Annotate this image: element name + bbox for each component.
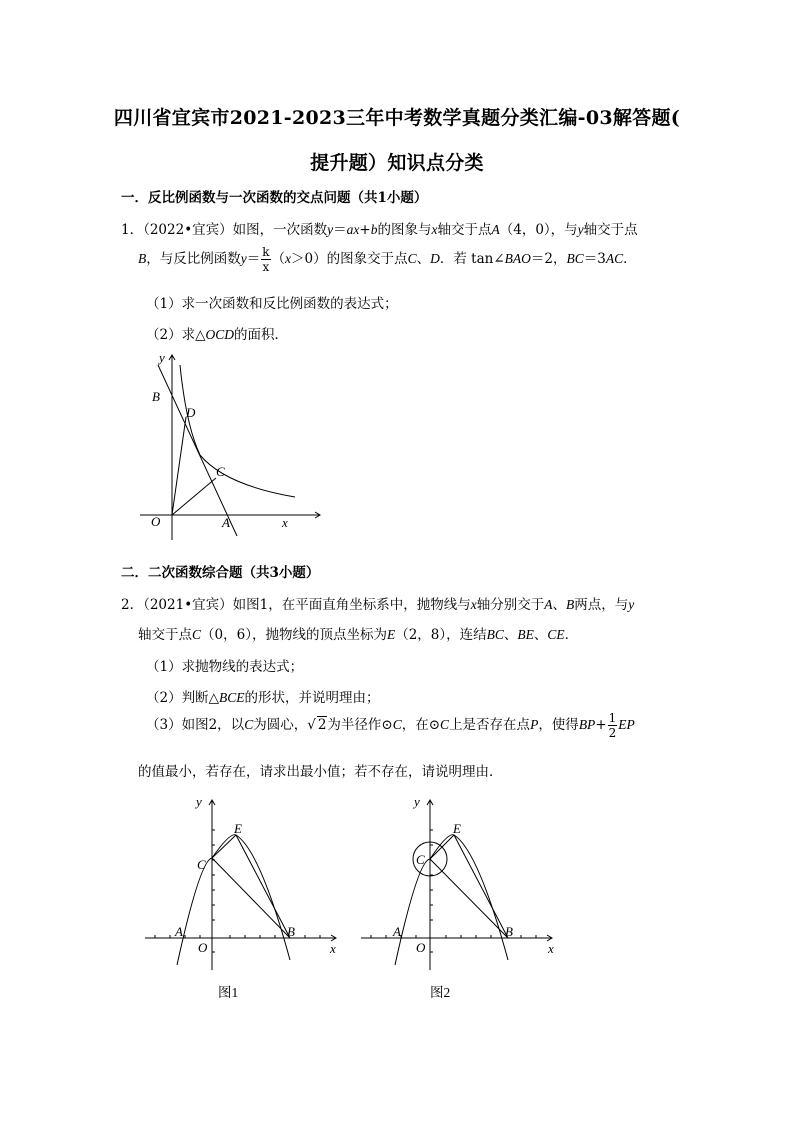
q2-part1: （1）求抛物线的表达式；: [146, 659, 304, 675]
q2-figure-2: [356, 790, 566, 1005]
q1-part1: （1）求一次函数和反比例函数的表达式；: [146, 296, 398, 312]
q1-line2: B，与反比例函数y＝ $\frac{k}{x}$ （x＞0）的图象交于点C、D．若 tan∠BAO＝2，BC＝3AC．: [138, 245, 637, 274]
segment-CE: [430, 835, 454, 859]
q1-figure: [130, 345, 330, 545]
figure-caption: 图1: [218, 985, 239, 1000]
section2-heading: 二．二次函数综合题（共3小题）: [121, 565, 320, 581]
q2-part3-continued: 的值最小，若存在，请求出最小值；若不存在，请说明理由．: [138, 764, 503, 780]
label-A: A: [222, 515, 230, 530]
q2-number: 2．: [121, 597, 144, 613]
segment-BC: [212, 858, 290, 938]
label-A: A: [393, 924, 401, 939]
segment-CE: [212, 835, 236, 858]
label-E: E: [453, 821, 461, 836]
label-D: D: [186, 405, 196, 420]
segment-BC: [430, 859, 508, 938]
segment-OD: [172, 417, 186, 515]
q2-part2: （2）判断△BCE的形状，并说明理由；: [146, 690, 380, 706]
q2-part3: （3）如图2，以C为圆心，√ 2为半径作⊙C，在⊙C上是否存在点P，使得BP+ $\frac{1}{2}$ EP: [146, 711, 635, 740]
label-x: x: [330, 941, 336, 956]
k-over-x-fraction: $\frac{k}{x}$: [262, 245, 270, 274]
q2-line2: 轴交于点C（0，6），抛物线的顶点坐标为E（2，8），连结BC、BE、CE．: [138, 627, 579, 643]
segment-BE: [236, 835, 290, 938]
label-O: O: [416, 940, 426, 955]
label-y: y: [414, 794, 420, 809]
label-y: y: [159, 350, 165, 365]
label-C: C: [216, 464, 225, 479]
label-x: x: [548, 941, 554, 956]
q2-line1: 2．（2021•宜宾）如图1，在平面直角坐标系中，抛物线与x轴分别交于A、B两点，与y: [121, 597, 635, 613]
q2-figure-1: [140, 790, 345, 1005]
parabola-curve: [395, 835, 508, 965]
parabola-curve: [177, 835, 290, 965]
sqrt-value: 2: [317, 717, 327, 733]
label-O: O: [198, 940, 208, 955]
q1-source: （2022•宜宾）: [143, 222, 233, 238]
label-C: C: [197, 857, 206, 872]
q1-line1: 1．（2022•宜宾）如图，一次函数y＝ax+b的图象与x轴交于点A（4，0），与y轴交于点: [121, 222, 638, 238]
label-E: E: [234, 821, 242, 836]
label-x: x: [282, 515, 288, 530]
sqrt-icon: √: [307, 717, 316, 733]
label-y: y: [196, 794, 202, 809]
hyperbola-curve: [180, 365, 295, 497]
label-O: O: [151, 514, 161, 529]
q1-part2: （2）求△OCD的面积．: [146, 327, 288, 343]
document-title-line2: 提升题）知识点分类: [310, 152, 484, 174]
label-A: A: [175, 924, 183, 939]
one-half-fraction: $\frac{1}{2}$: [608, 711, 617, 740]
section1-heading: 一．反比例函数与一次函数的交点问题（共1小题）: [121, 190, 428, 206]
document-title-line1: 四川省宜宾市2021-2023三年中考数学真题分类汇编-03解答题(: [113, 107, 681, 129]
label-B: B: [152, 389, 160, 404]
q1-number: 1．: [121, 222, 144, 238]
label-B: B: [287, 924, 295, 939]
figure-caption: 图2: [430, 985, 451, 1000]
label-B: B: [505, 924, 513, 939]
q2-source: （2021•宜宾）: [143, 597, 233, 613]
segment-OC: [172, 478, 216, 515]
label-C: C: [416, 852, 425, 867]
segment-BE: [454, 835, 508, 938]
